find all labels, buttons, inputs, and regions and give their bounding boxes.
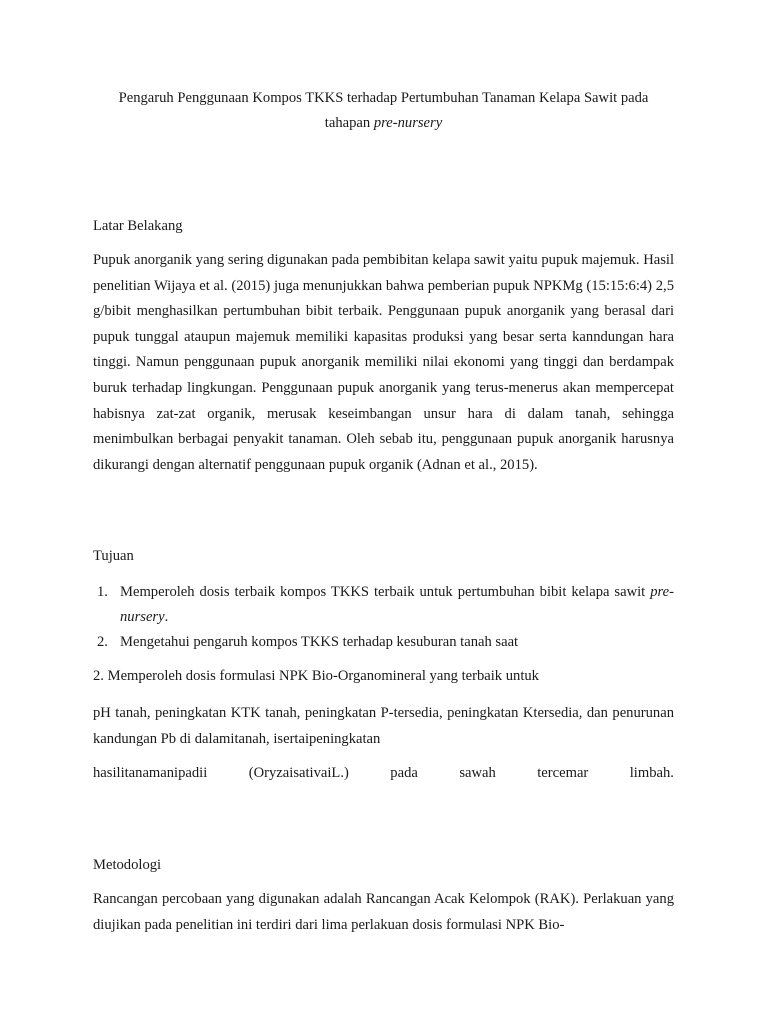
- paragraph-metodologi: Rancangan percobaan yang digunakan adalah Rancangan Acak Kelompok (RAK). Perlakuan yang diujikan pada penelitian ini terdiri dari lima perlakuan dosis formulasi NPK Bio-: [93, 891, 674, 933]
- heading-tujuan: Tujuan: [93, 548, 134, 564]
- title-line-2-italic: pre-nursery: [373, 115, 443, 131]
- list-item-number: 2.: [97, 634, 108, 650]
- spread-word: (OryzaisativaiL.): [248, 765, 349, 781]
- spread-word: sawah: [459, 765, 496, 781]
- title-line-2-prefix: tahapan: [324, 115, 374, 131]
- heading-latar-belakang: Latar Belakang: [93, 218, 183, 234]
- paragraph-latar-belakang: Pupuk anorganik yang sering digunakan pada pembibitan kelapa sawit yaitu pupuk majemuk. Hasil penelitian Wijaya et al. (2015) juga menunjukkan bahwa pemberian pupuk NPKMg (15:15:6:4) 2,5 g/bibit menghasilkan pertumbuhan bibit terbaik. Penggunaan pupuk anorganik yang berasal dari pupuk tunggal ataupun majemuk memiliki kapasitas produksi yang besar serta kanndungan hara tinggi. Namun penggunaan pupuk anorganik memiliki nilai ekonomi yang tinggi dan berdampak buruk terhadap lingkungan. Penggunaan pupuk anorganik yang terus-menerus akan mempercepat habisnya zat-zat organik, merusak keseimbangan unsur hara di dalam tanah, sehingga menimbulkan berbagai penyakit tanaman. Oleh sebab itu, penggunaan pupuk anorganik harusnya dikurangi dengan alternatif penggunaan pupuk organik (Adnan et al., 2015).: [93, 252, 674, 473]
- list-item: [93, 580, 674, 630]
- spread-word: hasilitanamanipadii: [93, 765, 208, 781]
- tujuan-list: [93, 580, 674, 655]
- list-item-italic: pre-nursery: [120, 584, 674, 625]
- spread-word: limbah.: [629, 765, 674, 781]
- spread-word: pada: [390, 765, 418, 781]
- list-item-suffix: .: [164, 609, 169, 625]
- document-title: [93, 86, 674, 136]
- list-item-number: 1.: [97, 584, 108, 600]
- line-formulasi: 2. Memperoleh dosis formulasi NPK Bio-Organomineral yang terbaik untuk: [93, 668, 539, 684]
- list-item-text: Mengetahui pengaruh kompos TKKS terhadap kesuburan tanah saat: [120, 634, 519, 650]
- list-item-text: Memperoleh dosis terbaik kompos TKKS terbaik untuk pertumbuhan bibit kelapa sawit: [120, 584, 651, 600]
- list-item: [93, 630, 674, 655]
- spread-word: tercemar: [537, 765, 589, 781]
- paragraph-ph: pH tanah, peningkatan KTK tanah, peningkatan P-tersedia, peningkatan Ktersedia, dan penurunan kandungan Pb di dalamitanah, isertaipeningkatan: [93, 705, 674, 747]
- spread-line: [93, 763, 674, 783]
- heading-metodologi: Metodologi: [93, 857, 162, 873]
- title-line-1: Pengaruh Penggunaan Kompos TKKS terhadap Pertumbuhan Tanaman Kelapa Sawit pada: [118, 90, 649, 106]
